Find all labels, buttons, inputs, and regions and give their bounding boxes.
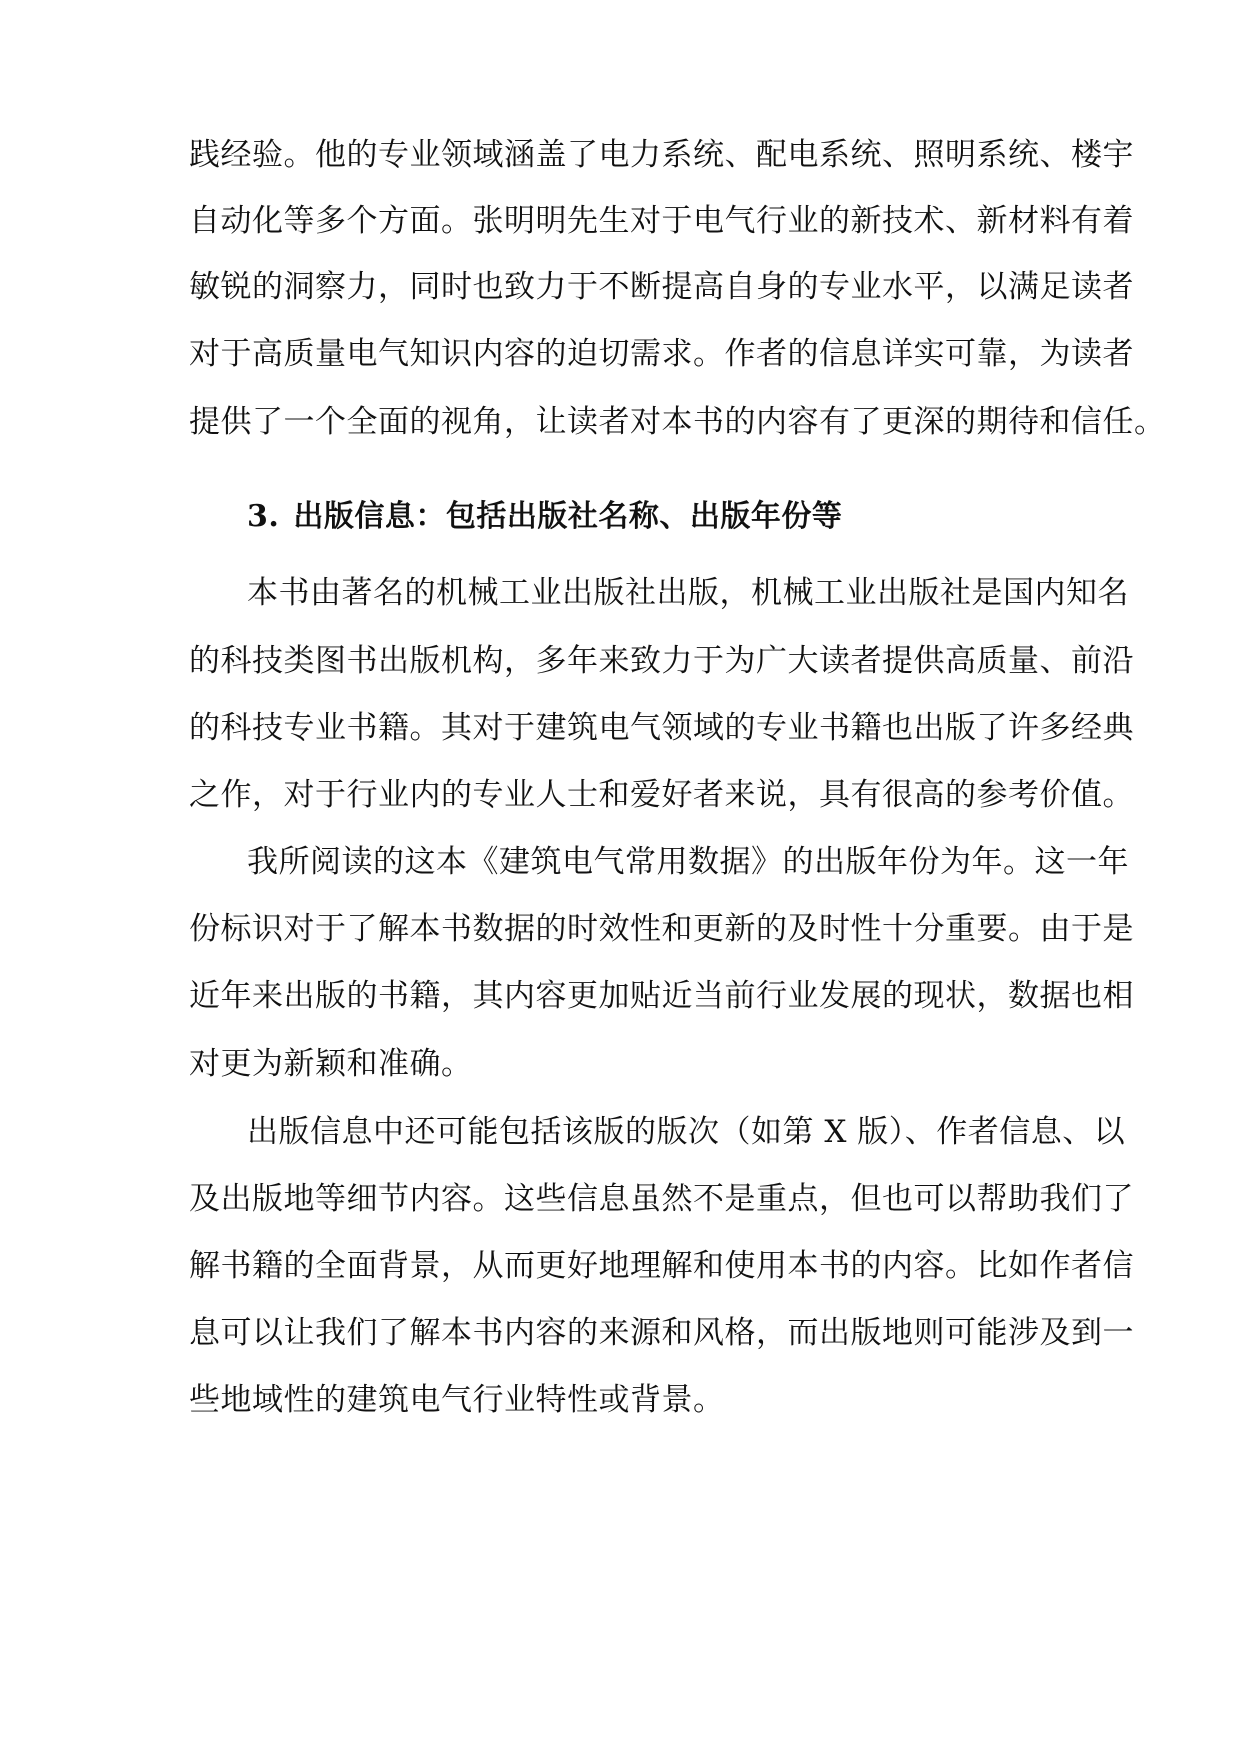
section-number: 3.	[247, 499, 280, 534]
text-line: 近年来出版的书籍，其内容更加贴近当前行业发展的现状，数据也相	[189, 978, 1134, 1014]
text-line: 息可以让我们了解本书内容的来源和风格，而出版地则可能涉及到一	[189, 1315, 1134, 1351]
text-line: 我所阅读的这本《建筑电气常用数据》的出版年份为年。这一年	[247, 844, 1129, 880]
text-line: 些地域性的建筑电气行业特性或背景。	[189, 1382, 725, 1418]
text-line: 自动化等多个方面。张明明先生对于电气行业的新技术、新材料有着	[189, 203, 1134, 239]
text-line: 份标识对于了解本书数据的时效性和更新的及时性十分重要。由于是	[189, 911, 1134, 947]
section-heading	[247, 497, 1069, 537]
text-line: 出版信息中还可能包括该版的版次（如第 X 版）、作者信息、以	[247, 1114, 1126, 1150]
text-line: 的科技类图书出版机构，多年来致力于为广大读者提供高质量、前沿	[189, 643, 1134, 679]
text-line: 的科技专业书籍。其对于建筑电气领域的专业书籍也出版了许多经典	[189, 710, 1134, 746]
text-line: 之作，对于行业内的专业人士和爱好者来说，具有很高的参考价值。	[189, 777, 1134, 813]
text-line: 及出版地等细节内容。这些信息虽然不是重点，但也可以帮助我们了	[189, 1181, 1134, 1217]
section-title: 出版信息：包括出版社名称、出版年份等	[293, 499, 843, 534]
text-line: 解书籍的全面背景，从而更好地理解和使用本书的内容。比如作者信	[189, 1248, 1134, 1284]
text-line: 本书由著名的机械工业出版社出版，机械工业出版社是国内知名	[247, 575, 1129, 611]
text-line: 敏锐的洞察力，同时也致力于不断提高自身的专业水平，以满足读者	[189, 269, 1134, 305]
text-line: 对于高质量电气知识内容的迫切需求。作者的信息详实可靠，为读者	[189, 336, 1134, 372]
text-line: 践经验。他的专业领域涵盖了电力系统、配电系统、照明系统、楼宇	[189, 137, 1134, 173]
text-line: 对更为新颖和准确。	[189, 1046, 473, 1082]
text-line: 提供了一个全面的视角，让读者对本书的内容有了更深的期待和信任。	[189, 404, 1166, 440]
